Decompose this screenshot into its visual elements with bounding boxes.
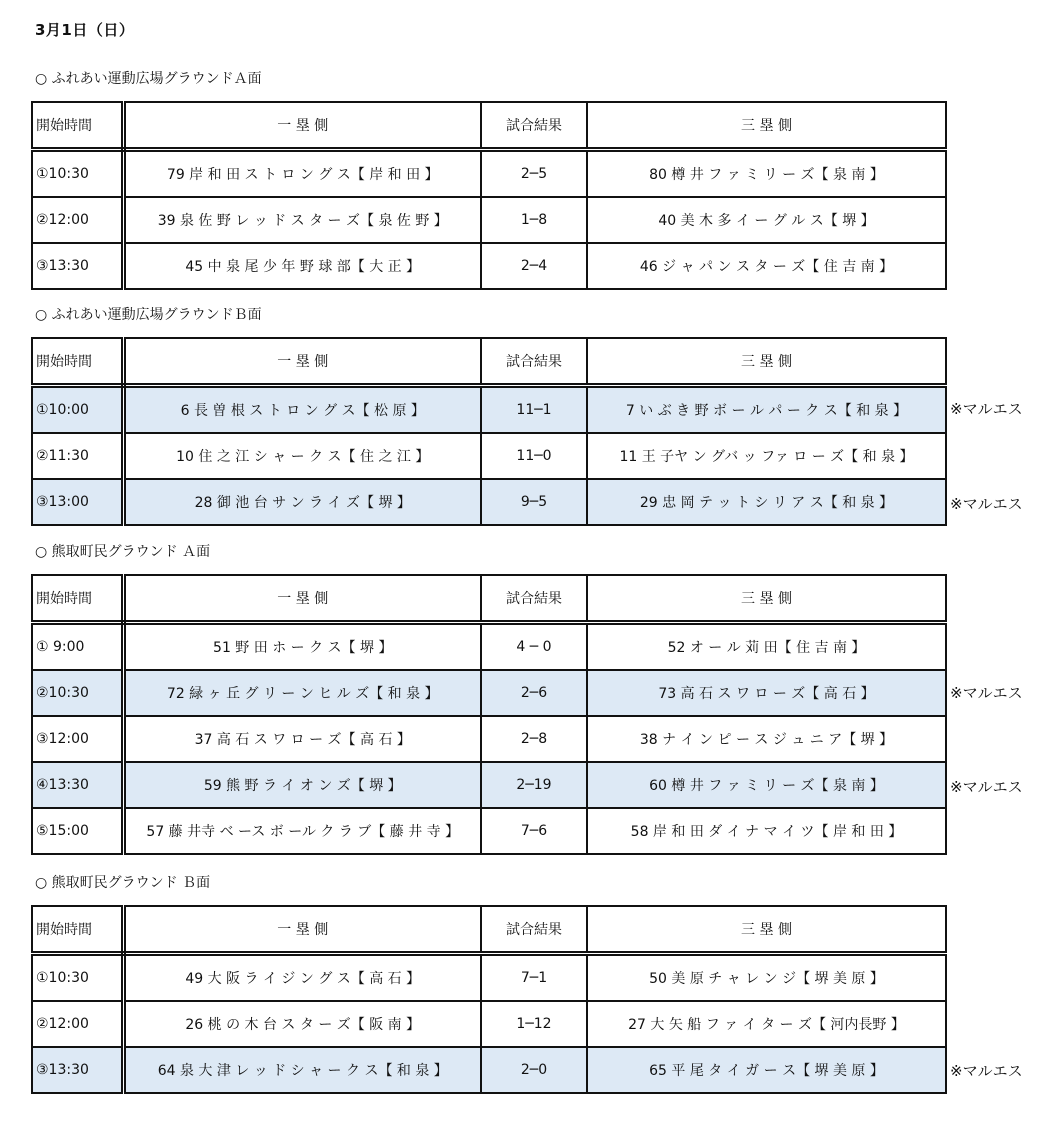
table-row	[32, 150, 946, 198]
header-third-base: 三 塁 側	[587, 575, 946, 623]
game-result: 2─8	[481, 716, 587, 762]
table-header-row	[32, 102, 946, 150]
third-base-team: 60 樽 井 フ ァ ミ リ ー ズ【 泉 南 】	[587, 762, 946, 808]
header-time: 開始時間	[32, 575, 123, 623]
header-result: 試合結果	[481, 906, 587, 954]
third-base-team: 11 王 子ヤ ン グバ ッ ファ ロ ー ズ【 和 泉 】	[587, 433, 946, 479]
header-first-base: 一 塁 側	[123, 906, 481, 954]
table-row	[32, 762, 946, 808]
game-result: 2─19	[481, 762, 587, 808]
table-row	[32, 386, 946, 434]
header-first-base: 一 塁 側	[123, 338, 481, 386]
start-time: ②10:30	[32, 670, 123, 716]
first-base-team: 45 中 泉 尾 少 年 野 球 部【 大 正 】	[123, 243, 481, 289]
first-base-team: 79 岸 和 田 ス ト ロ ン グ ス【 岸 和 田 】	[123, 150, 481, 198]
start-time: ②12:00	[32, 1001, 123, 1047]
third-base-team: 58 岸 和 田 ダ イ ナ マ イ ツ【 岸 和 田 】	[587, 808, 946, 854]
first-base-team: 39 泉 佐 野 レ ッ ド ス タ ー ズ【 泉 佐 野 】	[123, 197, 481, 243]
third-base-team: 52 オ ー ル 苅 田【 住 吉 南 】	[587, 623, 946, 671]
game-result: 2─4	[481, 243, 587, 289]
table-header-row	[32, 338, 946, 386]
header-first-base: 一 塁 側	[123, 575, 481, 623]
game-result: 11─1	[481, 386, 587, 434]
schedule-table	[31, 905, 947, 1094]
header-time: 開始時間	[32, 102, 123, 150]
start-time: ③13:30	[32, 243, 123, 289]
table-row	[32, 808, 946, 854]
first-base-team: 6 長 曽 根 ス ト ロ ン グ ス【 松 原 】	[123, 386, 481, 434]
table-row	[32, 243, 946, 289]
table-row	[32, 1047, 946, 1093]
first-base-team: 49 大 阪 ラ イ ジ ン グ ス【 高 石 】	[123, 954, 481, 1002]
schedule-table	[31, 101, 947, 290]
third-base-team: 73 高 石 ス ワ ロ ー ズ【 高 石 】	[587, 670, 946, 716]
start-time: ③12:00	[32, 716, 123, 762]
venue-title: ○ ふれあい運動広場グラウンドＡ面	[35, 71, 262, 87]
game-result: 2─5	[481, 150, 587, 198]
header-time: 開始時間	[32, 906, 123, 954]
game-result: 4 ─ 0	[481, 623, 587, 671]
first-base-team: 28 御 池 台 サ ン ラ イ ズ【 堺 】	[123, 479, 481, 525]
third-base-team: 38 ナ イ ン ピ ー ス ジ ュ ニ ア【 堺 】	[587, 716, 946, 762]
page-title: 3月1日（日）	[35, 21, 135, 39]
table-row	[32, 433, 946, 479]
third-base-team: 29 忠 岡 テ ッ ト シ リ ア ス【 和 泉 】	[587, 479, 946, 525]
header-first-base: 一 塁 側	[123, 102, 481, 150]
start-time: ①10:30	[32, 150, 123, 198]
game-result: 7─6	[481, 808, 587, 854]
start-time: ①10:00	[32, 386, 123, 434]
first-base-team: 51 野 田 ホ ー ク ス【 堺 】	[123, 623, 481, 671]
game-result: 2─0	[481, 1047, 587, 1093]
start-time: ①10:30	[32, 954, 123, 1002]
first-base-team: 37 高 石 ス ワ ロ ー ズ【 高 石 】	[123, 716, 481, 762]
header-third-base: 三 塁 側	[587, 102, 946, 150]
start-time: ②11:30	[32, 433, 123, 479]
first-base-team: 64 泉 大 津 レ ッ ド シ ャ ー ク ス【 和 泉 】	[123, 1047, 481, 1093]
table-row	[32, 197, 946, 243]
start-time: ⑤15:00	[32, 808, 123, 854]
third-base-team: 40 美 木 多 イ ー グ ル ス【 堺 】	[587, 197, 946, 243]
header-third-base: 三 塁 側	[587, 338, 946, 386]
start-time: ① 9:00	[32, 623, 123, 671]
maruesu-note: ※マルエス	[950, 495, 1023, 513]
start-time: ④13:30	[32, 762, 123, 808]
first-base-team: 59 熊 野 ラ イ オ ン ズ【 堺 】	[123, 762, 481, 808]
start-time: ③13:30	[32, 1047, 123, 1093]
venue-title: ○ 熊取町民グラウンド Ａ面	[35, 544, 211, 560]
schedule-table	[31, 574, 947, 855]
first-base-team: 10 住 之 江 シ ャ ー ク ス【 住 之 江 】	[123, 433, 481, 479]
table-header-row	[32, 906, 946, 954]
venue-title: ○ ふれあい運動広場グラウンドＢ面	[35, 307, 262, 323]
maruesu-note: ※マルエス	[950, 400, 1023, 418]
third-base-team: 27 大 矢 船 フ ァ イ タ ー ズ【 河内長野 】	[587, 1001, 946, 1047]
table-row	[32, 623, 946, 671]
third-base-team: 46 ジ ャ パ ン ス タ ー ズ【 住 吉 南 】	[587, 243, 946, 289]
game-result: 1─8	[481, 197, 587, 243]
header-result: 試合結果	[481, 102, 587, 150]
table-row	[32, 479, 946, 525]
start-time: ②12:00	[32, 197, 123, 243]
header-third-base: 三 塁 側	[587, 906, 946, 954]
game-result: 9─5	[481, 479, 587, 525]
game-result: 1─12	[481, 1001, 587, 1047]
game-result: 11─0	[481, 433, 587, 479]
header-result: 試合結果	[481, 575, 587, 623]
table-row	[32, 670, 946, 716]
table-row	[32, 954, 946, 1002]
third-base-team: 7 い ぶ き 野 ボ ー ル パ ー ク ス【 和 泉 】	[587, 386, 946, 434]
game-result: 7─1	[481, 954, 587, 1002]
maruesu-note: ※マルエス	[950, 778, 1023, 796]
table-row	[32, 1001, 946, 1047]
start-time: ③13:00	[32, 479, 123, 525]
header-time: 開始時間	[32, 338, 123, 386]
third-base-team: 50 美 原 チ ャ レ ン ジ【 堺 美 原 】	[587, 954, 946, 1002]
maruesu-note: ※マルエス	[950, 684, 1023, 702]
table-row	[32, 716, 946, 762]
first-base-team: 57 藤 井寺 ベ ース ボ ール ク ラ ブ【 藤 井 寺 】	[123, 808, 481, 854]
first-base-team: 72 緑 ヶ 丘 グ リ ー ン ヒ ル ズ【 和 泉 】	[123, 670, 481, 716]
header-result: 試合結果	[481, 338, 587, 386]
game-result: 2─6	[481, 670, 587, 716]
table-header-row	[32, 575, 946, 623]
first-base-team: 26 桃 の 木 台 ス タ ー ズ【 阪 南 】	[123, 1001, 481, 1047]
third-base-team: 80 樽 井 フ ァ ミ リ ー ズ【 泉 南 】	[587, 150, 946, 198]
schedule-table	[31, 337, 947, 526]
third-base-team: 65 平 尾 タ イ ガ ー ス【 堺 美 原 】	[587, 1047, 946, 1093]
maruesu-note: ※マルエス	[950, 1062, 1023, 1080]
venue-title: ○ 熊取町民グラウンド Ｂ面	[35, 875, 211, 891]
